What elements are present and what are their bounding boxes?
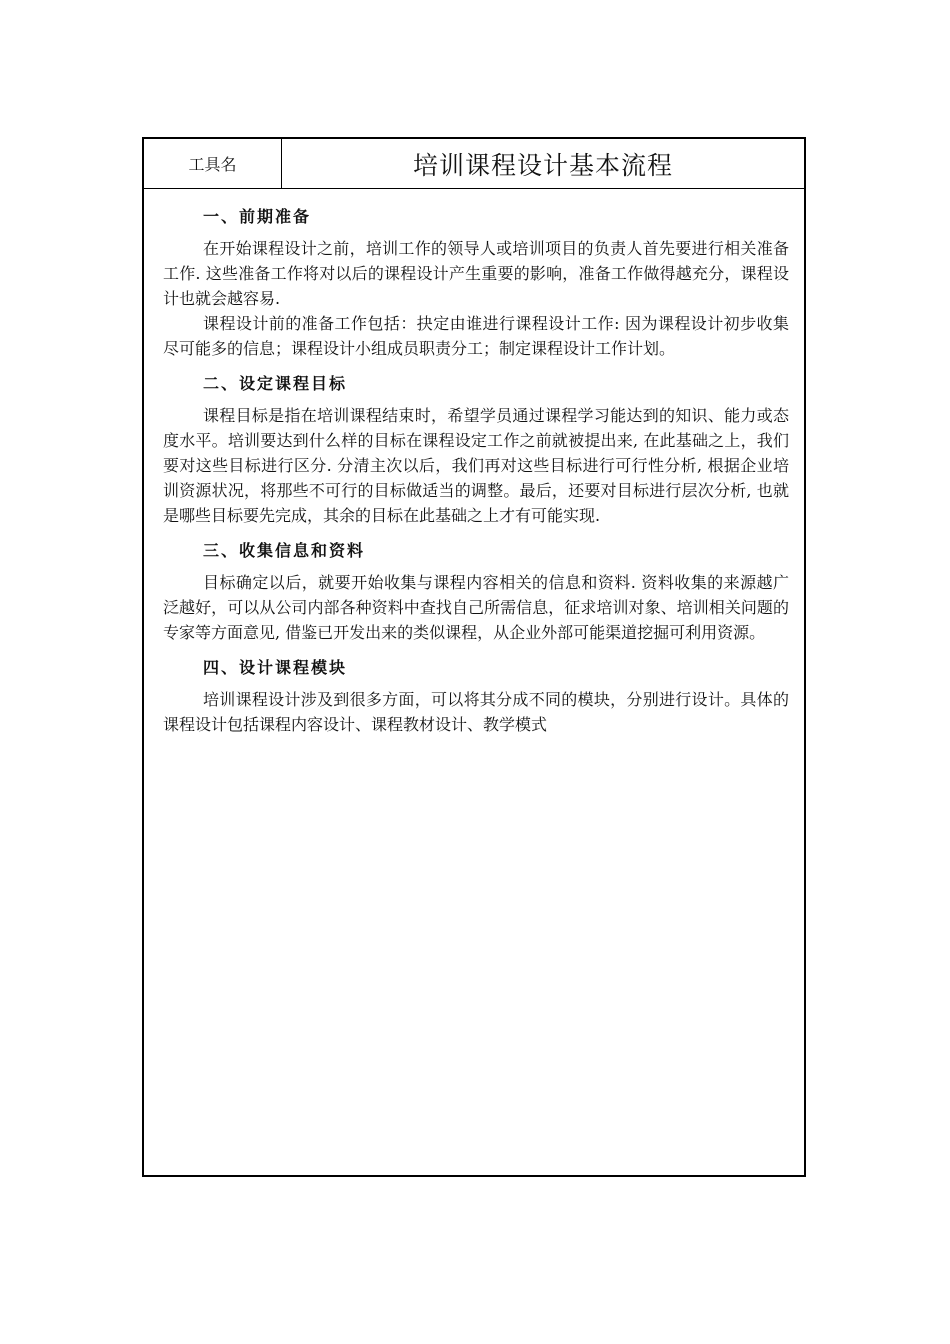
- section-collect-information: [163, 538, 789, 645]
- paragraph: 课程目标是指在培训课程结束时，希望学员通过课程学习能达到的知识、能力或态度水平。培训要达到什么样的目标在课程设定工作之前就被提出来, 在此基础之上，我们要对这些目标进行区分. 分清主次以后，我们再对这些目标进行可行性分析, 根据企业培训资源状况，将那些不可行的目标做适当的调整。最后，还要对目标进行层次分析, 也就是哪些目标要先完成，其余的目标在此基础之上才有可能实现.: [163, 406, 789, 525]
- section-heading: 二、设定课程目标: [203, 374, 348, 393]
- content-body: [163, 204, 789, 747]
- tool-name-label: 工具名: [144, 139, 282, 188]
- paragraph: 课程设计前的准备工作包括：抉定由谁进行课程设计工作: 因为课程设计初步收集尽可能多的信息；课程设计小组成员职责分工；制定课程设计工作计划。: [163, 314, 789, 358]
- section-course-modules: [163, 655, 789, 737]
- document-table: [142, 137, 806, 1177]
- document-title: 培训课程设计基本流程: [412, 150, 673, 180]
- section-heading: 四、设计课程模块: [203, 658, 348, 677]
- section-course-objectives: [163, 371, 789, 528]
- section-heading: 三、收集信息和资料: [203, 541, 366, 560]
- header-row: [144, 139, 804, 189]
- section-preparation: [163, 204, 789, 361]
- paragraph: 在开始课程设计之前，培训工作的领导人或培训项目的负责人首先要进行相关准备工作. 这些准备工作将对以后的课程设计产生重要的影响，准备工作做得越充分，课程设计也就会越容易.: [163, 239, 789, 308]
- paragraph: 目标确定以后，就要开始收集与课程内容相关的信息和资料. 资料收集的来源越广泛越好，可以从公司内部各种资料中查找自己所需信息，征求培训对象、培训相关问题的专家等方面意见, 借鉴已开发出来的类似课程，从企业外部可能渠道挖掘可利用资源。: [163, 573, 789, 642]
- paragraph: 培训课程设计涉及到很多方面，可以将其分成不同的模块，分别进行设计。具体的课程设计包括课程内容设计、课程教材设计、教学模式: [163, 690, 789, 734]
- section-heading: 一、前期准备: [203, 207, 312, 226]
